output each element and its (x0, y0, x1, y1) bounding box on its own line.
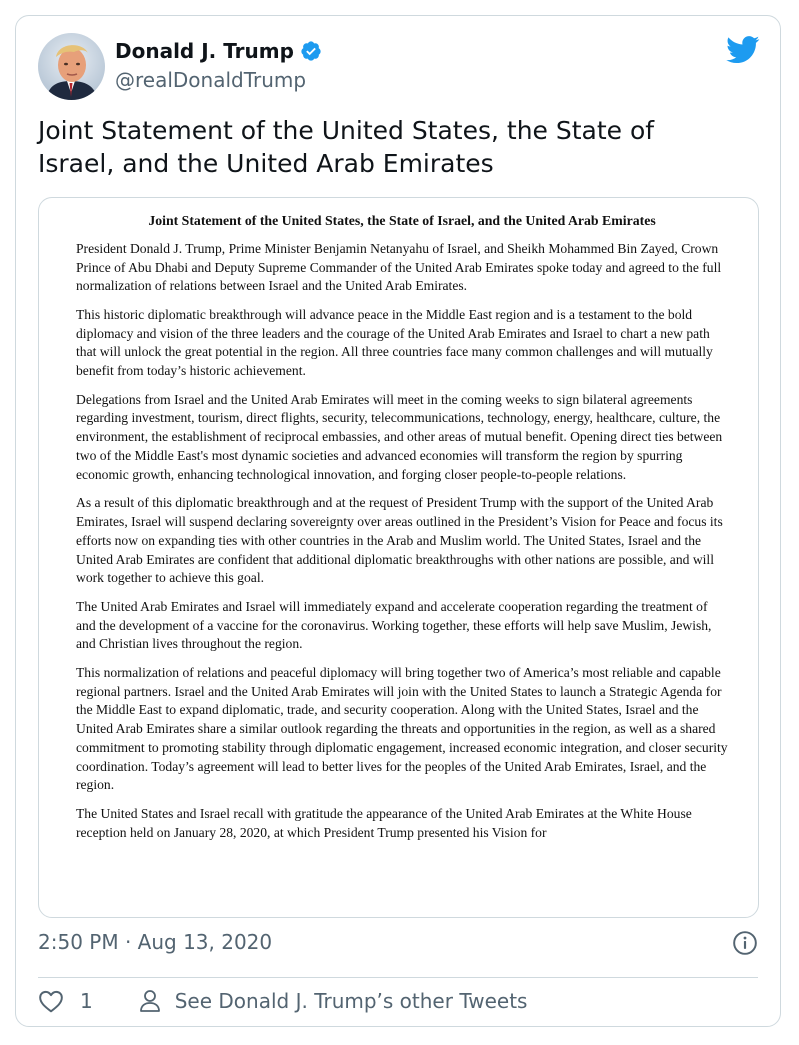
avatar-image (38, 33, 105, 100)
tweet-card (15, 15, 781, 1027)
tweet-timestamp[interactable]: 2:50 PM · Aug 13, 2020 (38, 930, 273, 954)
author-handle[interactable]: @realDonaldTrump (115, 68, 307, 92)
divider (38, 977, 758, 978)
see-other-tweets-label: See Donald J. Trump’s other Tweets (174, 989, 528, 1013)
document-paragraph: This normalization of relations and peaceful diplomacy will bring together two of America’s most reliable and capable regional partners. Israel and the United Arab Emirates will join with the United States to launch a Strategic Agenda for the Middle East to expand diplomatic, trade, and security cooperation. Along with the United States, Israel and the United Arab Emirates share a similar outlook regarding the threats and opportunities in the region, as well as a shared commitment to promoting stability through diplomatic engagement, increased economic integration, and closer security coordination. Today’s agreement will lead to better lives for the peoples of the United Arab Emirates, Israel, and the region. (76, 664, 728, 793)
document-paragraph: The United States and Israel recall with gratitude the appearance of the United Arab Emirates at the White House reception held on January 28, 2020, at which President Trump presented his Vision for (76, 805, 692, 840)
see-other-tweets-link[interactable] (139, 989, 528, 1013)
document-paragraph: This historic diplomatic breakthrough will advance peace in the Middle East region and is a testament to the bold diplomacy and vision of the three leaders and the courage of the United Arab Emirates and Israel to chart a new path that will unlock the great potential in the region. All three countries face many common challenges and will mutually benefit from today’s historic achievement. (76, 306, 713, 379)
like-button[interactable] (38, 989, 93, 1013)
document-paragraph: The United Arab Emirates and Israel will immediately expand and accelerate cooperation regarding the treatment of and the development of a vaccine for the coronavirus. Working together, these efforts will help save Muslim, Jewish, and Christian lives throughout the region. (76, 598, 712, 652)
tweet-text: Joint Statement of the United States, the State of Israel, and the United Arab Emirates (38, 116, 655, 178)
avatar[interactable] (38, 33, 105, 100)
document-paragraph: As a result of this diplomatic breakthrough and at the request of President Trump with the support of the United Arab Emirates, Israel will suspend declaring sovereignty over areas outlined in the President’s Vision for Peace and focus its efforts now on expanding ties with other countries in the Arab and Muslim world. The United States, Israel and the United Arab Emirates are confident that additional diplomatic breakthroughs with other nations are possible, and will work together to achieve this goal. (76, 495, 723, 586)
tweet-actions (38, 986, 527, 1016)
document-paragraph: Delegations from Israel and the United Arab Emirates will meet in the coming weeks to sign bilateral agreements regarding investment, tourism, direct flights, security, telecommunications, technology, energy, healthcare, culture, the environment, the establishment of reciprocal embassies, and other areas of mutual benefit. Opening direct ties between two of the Middle East's most dynamic societies and advanced economies will transform the region by spurring economic growth, enhancing technological innovation, and forging closer people-to-people relations. (76, 391, 723, 482)
document-paragraph: President Donald J. Trump, Prime Minister Benjamin Netanyahu of Israel, and Sheikh Mohammed Bin Zayed, Crown Prince of Abu Dhabi and Deputy Supreme Commander of the United Arab Emirates spoke today and agreed to the full normalization of relations between Israel and the United Arab Emirates. (76, 240, 722, 294)
verified-badge-icon (300, 40, 322, 62)
statement-image[interactable] (38, 197, 759, 918)
like-count: 1 (80, 989, 93, 1013)
twitter-bird-icon[interactable] (726, 36, 760, 64)
author-name[interactable]: Donald J. Trump (115, 39, 294, 63)
statement-document (76, 212, 728, 852)
person-icon (139, 989, 161, 1013)
document-title: Joint Statement of the United States, the State of Israel, and the United Arab Emirates (148, 213, 656, 228)
heart-icon (38, 989, 64, 1013)
info-icon[interactable] (732, 930, 758, 956)
